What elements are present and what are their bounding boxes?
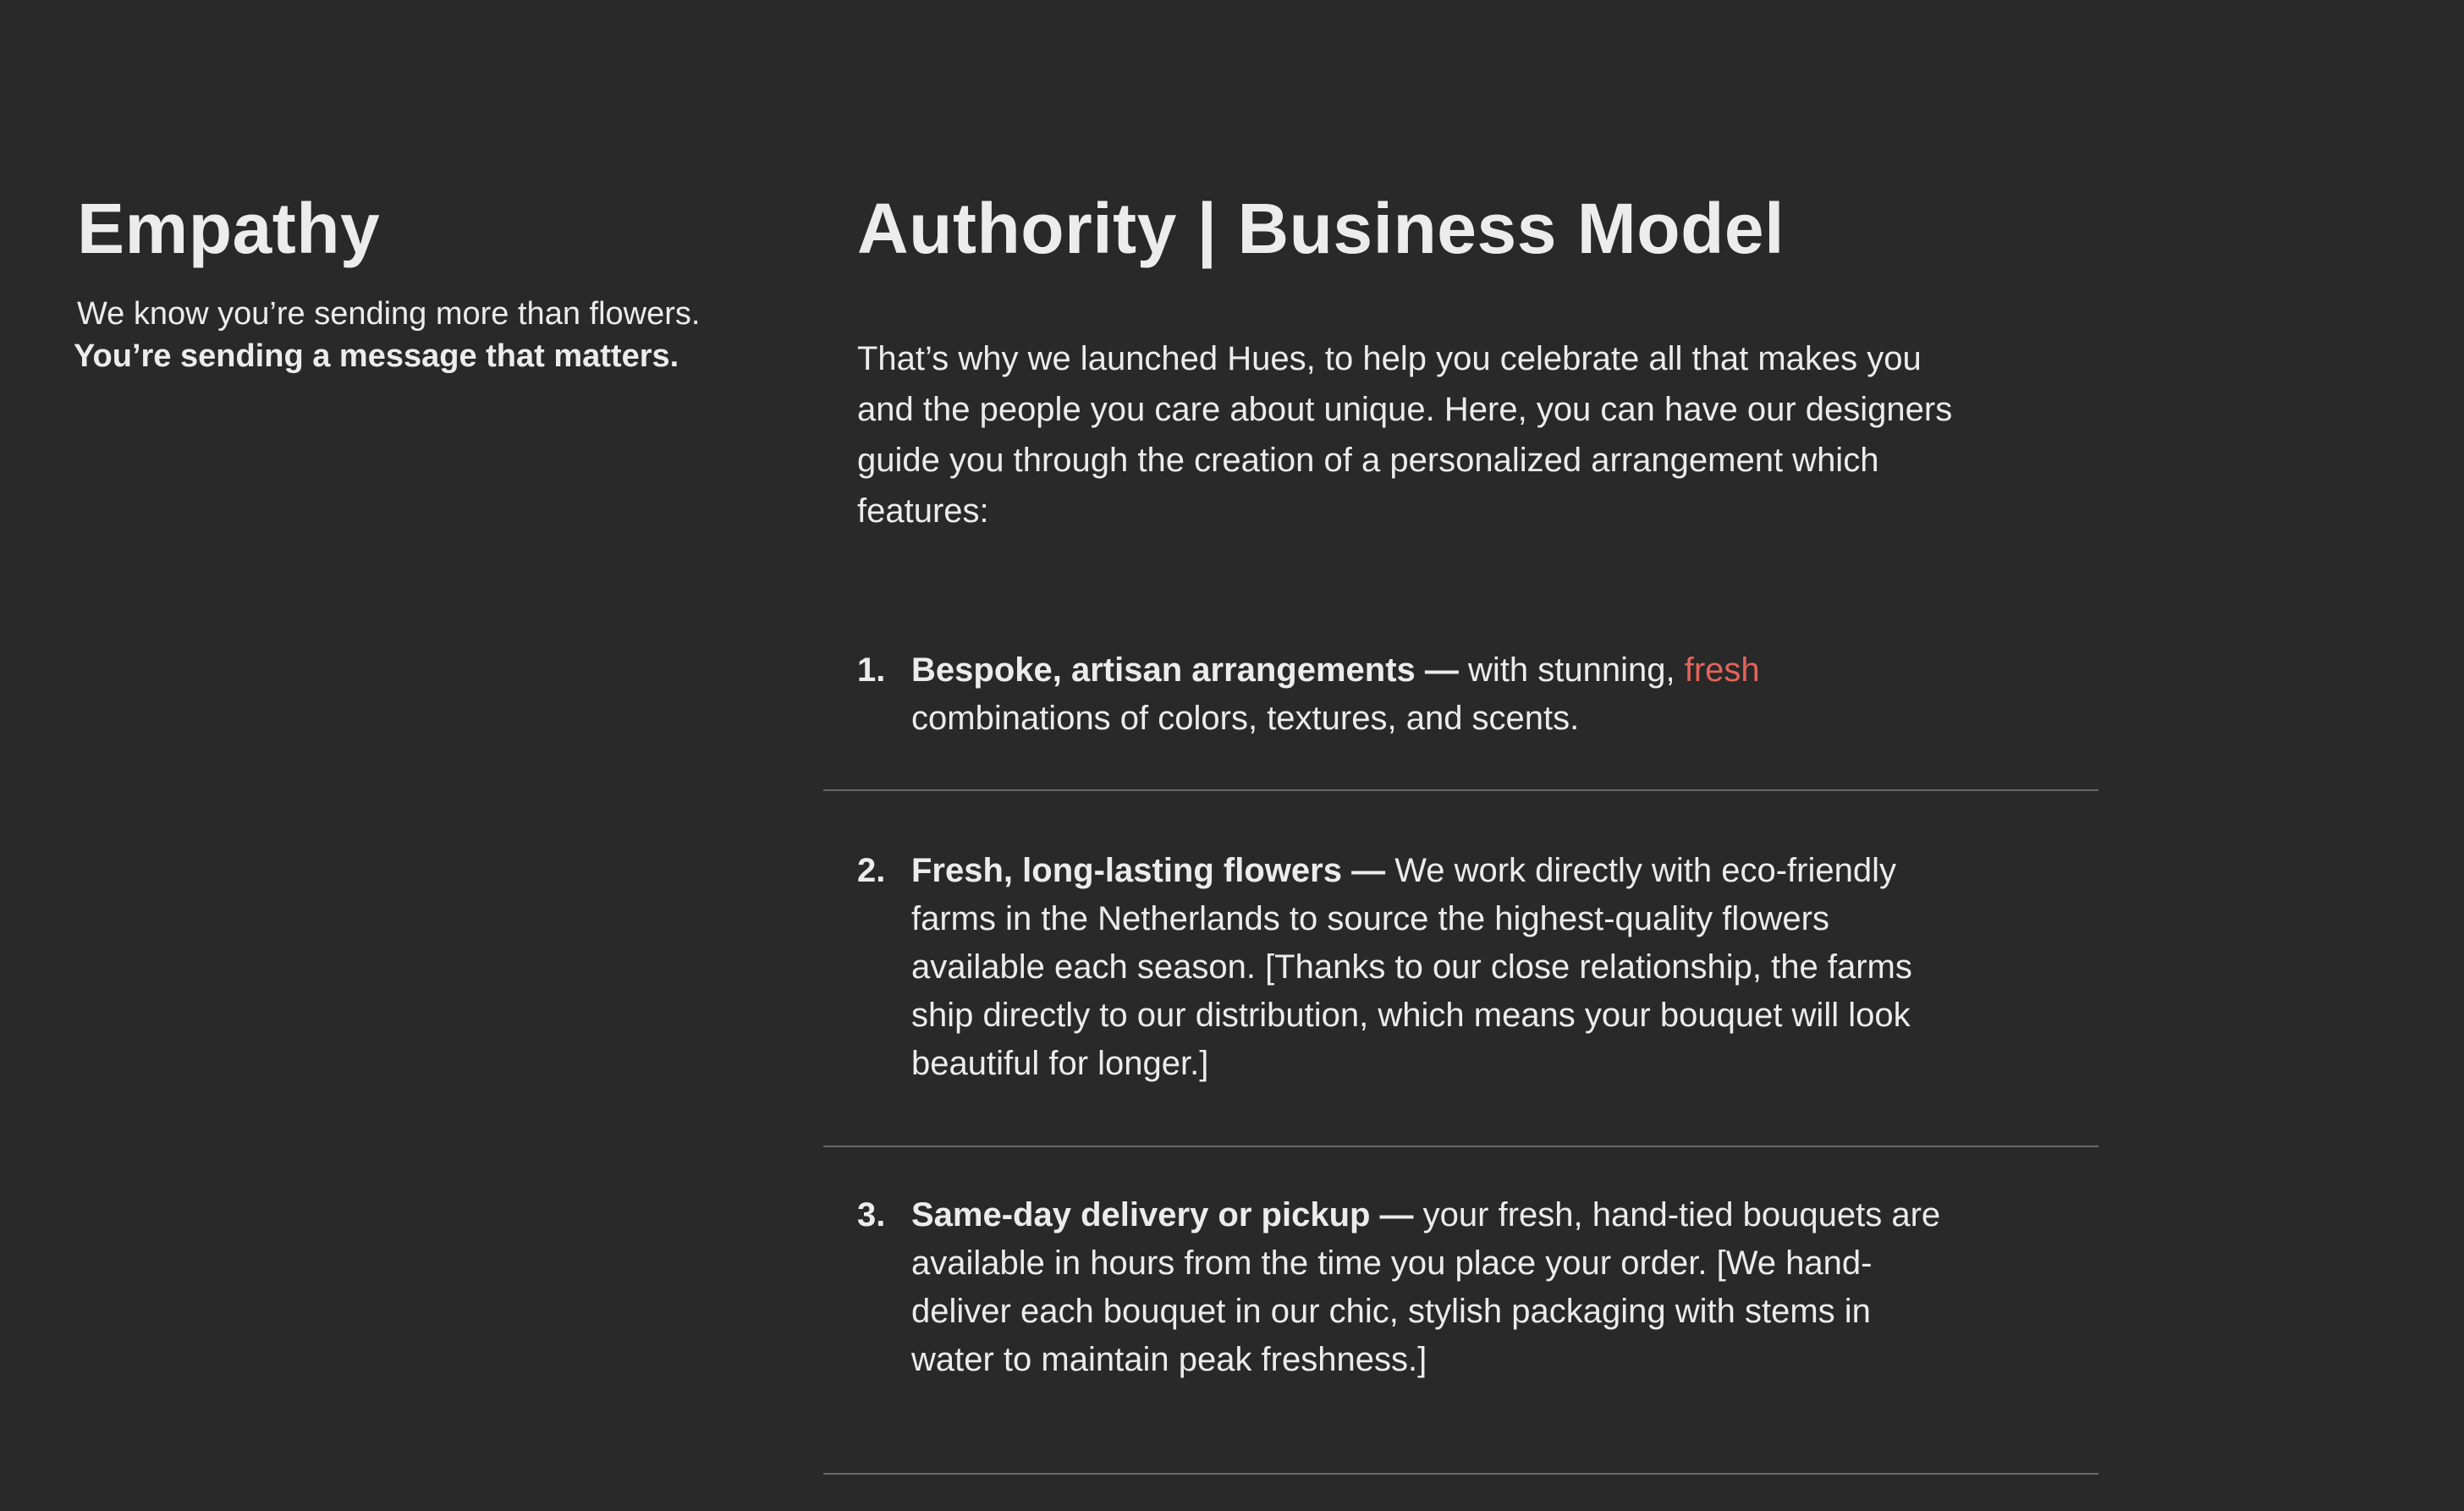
feature-lead: Same-day delivery or pickup — xyxy=(911,1196,1414,1234)
empathy-title: Empathy xyxy=(77,189,381,268)
feature-text-continued: combinations of colors, textures, and scents. xyxy=(911,700,1580,737)
feature-accent-word: fresh xyxy=(1684,651,1760,689)
empathy-section xyxy=(74,184,754,377)
feature-number: 3. xyxy=(857,1196,886,1234)
feature-number: 1. xyxy=(857,651,886,689)
feature-lead: Fresh, long-lasting flowers xyxy=(911,852,1342,889)
features-list xyxy=(823,646,2098,1475)
empathy-line-1: We know you’re sending more than flowers. xyxy=(77,296,701,332)
divider xyxy=(823,1146,2098,1147)
divider xyxy=(823,789,2098,791)
authority-title: Authority | Business Model xyxy=(857,189,1785,268)
divider xyxy=(823,1473,2098,1475)
feature-dash: — xyxy=(1341,852,1395,889)
feature-item-3 xyxy=(857,1191,1952,1384)
feature-text: We work directly with eco-friendly farms in the Netherlands to source the highest-quality flowers available each season. [Thanks to our close relationship, the farms ship directly to our distribution, which means your bouquet will look beautiful for longer.] xyxy=(911,852,1912,1082)
empathy-line-2: You’re sending a message that matters. xyxy=(74,338,679,374)
feature-dash: — xyxy=(1415,651,1469,689)
empathy-body xyxy=(74,293,754,377)
feature-lead: Bespoke, artisan arrangements xyxy=(911,651,1416,689)
feature-item-2 xyxy=(857,847,1952,1088)
feature-number: 2. xyxy=(857,852,886,889)
authority-intro: That’s why we launched Hues, to help you celebrate all that makes you and the people you care about unique. Here, you can have our designers guide you through the creation of a personalized arrangement which features: xyxy=(857,340,1953,530)
authority-section xyxy=(857,184,2099,536)
feature-text: with stunning, xyxy=(1468,651,1685,689)
feature-item-1 xyxy=(857,646,1952,743)
feature-text: your fresh, hand-tied bouquets are available in hours from the time you place your order. [We hand-deliver each bouquet in our chic, stylish packaging with stems in water to maintain peak freshness.] xyxy=(911,1196,1941,1378)
